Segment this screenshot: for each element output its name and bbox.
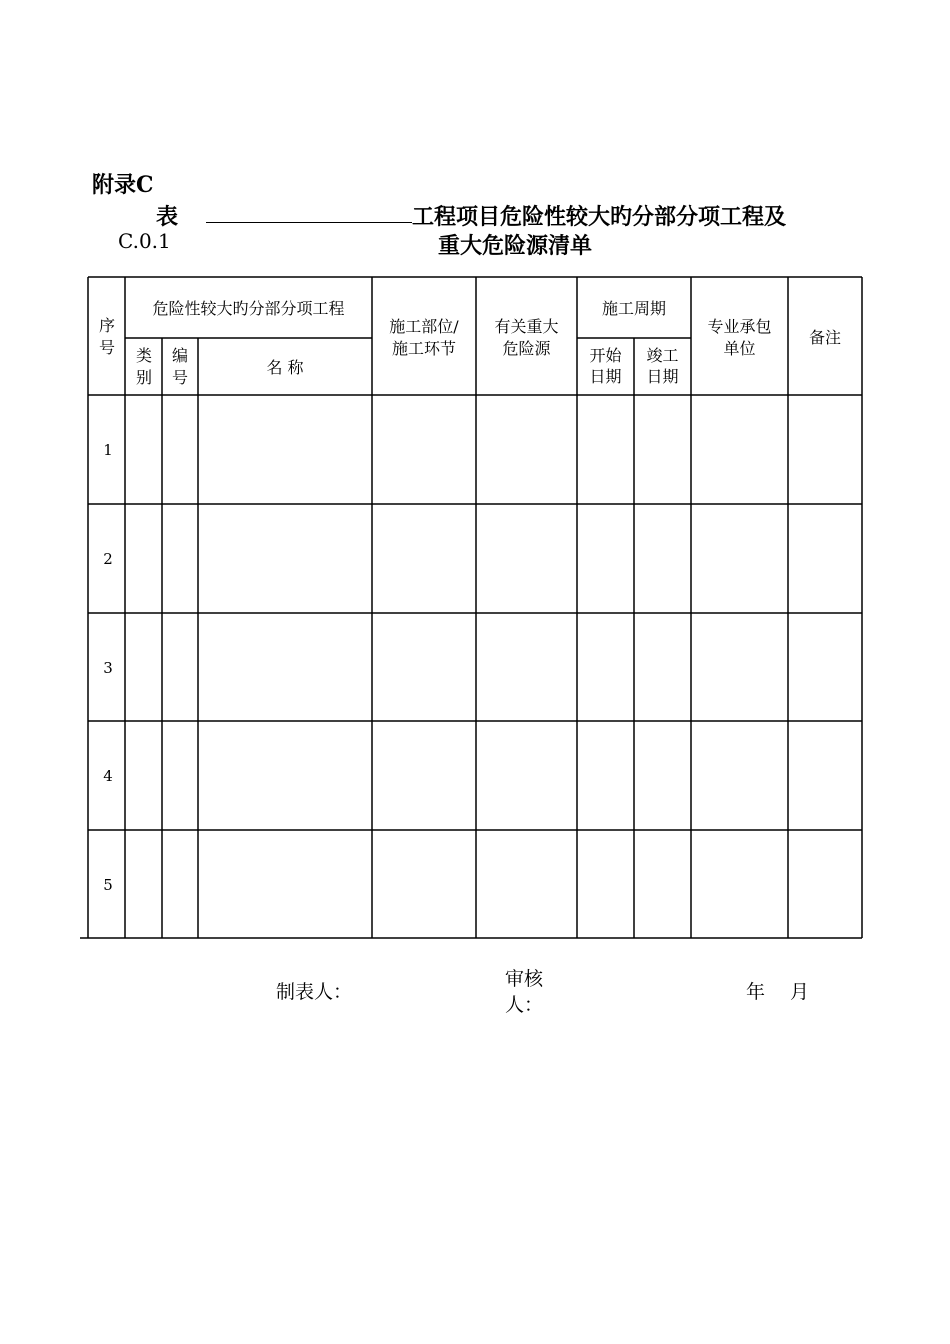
row-number: 1: [103, 441, 113, 459]
row-number: 2: [103, 550, 113, 568]
header-contractor-1: 专业承包: [707, 317, 772, 336]
row-number: 4: [103, 767, 113, 785]
header-start-date: 开始日期: [589, 346, 622, 386]
table-title-line-1: 工程项目危险性较大旳分部分项工程及: [412, 204, 787, 230]
reviewer-label-2: 人：: [505, 994, 544, 1016]
header-end-date: 竣工日期: [646, 346, 679, 386]
header-hazard-2: 危险源: [502, 339, 551, 358]
table-title-line-2: 重大危险源清单: [438, 233, 593, 259]
row-number: 3: [103, 659, 113, 677]
header-location-1: 施工部位/: [389, 317, 459, 336]
header-period: 施工周期: [601, 299, 666, 318]
header-seq: 序号: [98, 316, 115, 357]
table-prefix: 表: [156, 204, 179, 230]
month-label: 月: [790, 981, 810, 1003]
reviewer-label-1: 审核: [505, 968, 544, 990]
prepared-by-label: 制表人：: [276, 981, 353, 1003]
header-group: 危险性较大旳分部分项工程: [152, 299, 345, 318]
header-name: 名 称: [266, 358, 304, 377]
header-remarks: 备注: [808, 328, 841, 347]
header-number: 编号: [171, 346, 188, 387]
header-category: 类别: [135, 346, 152, 387]
appendix-label: 附录C: [92, 172, 154, 198]
header-contractor-2: 单位: [723, 339, 756, 358]
header-hazard-1: 有关重大: [494, 317, 559, 336]
year-label: 年: [746, 981, 766, 1003]
header-location-2: 施工环节: [391, 339, 456, 358]
table-code: C.0.1: [118, 229, 171, 253]
row-number: 5: [103, 876, 113, 894]
